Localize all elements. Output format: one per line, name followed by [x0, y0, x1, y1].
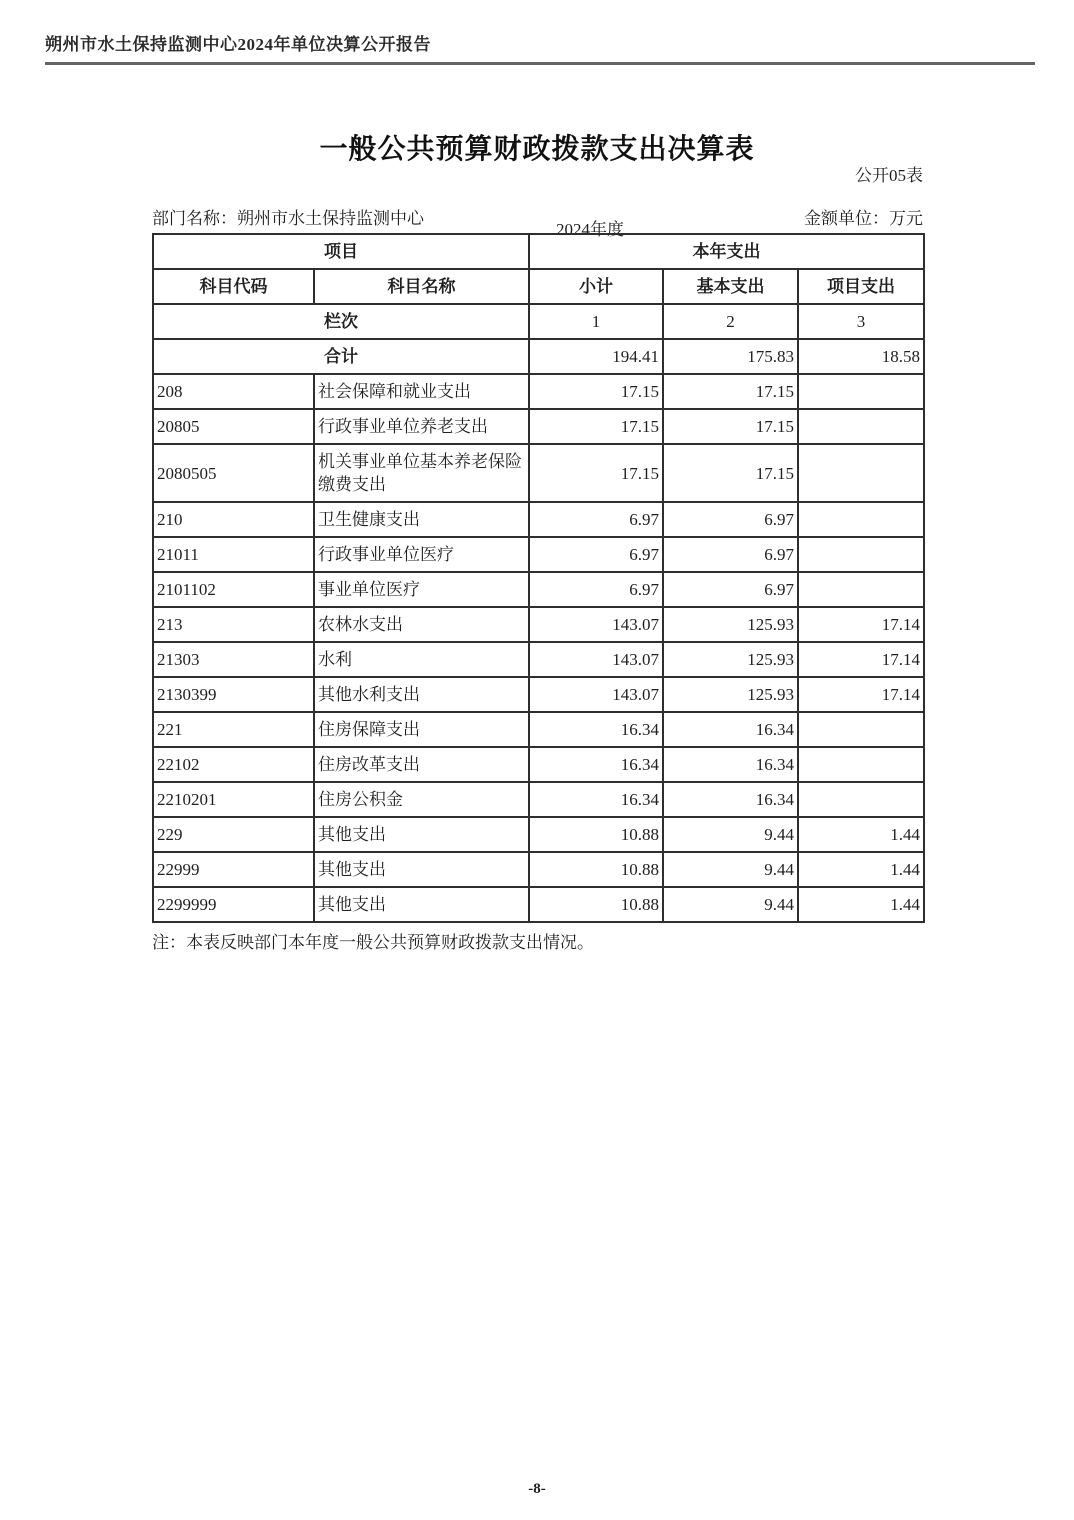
total-label-cell: 合计 [153, 339, 529, 374]
header-subject-name: 科目名称 [314, 269, 529, 304]
table-meta-row [152, 204, 923, 239]
subtotal-cell: 10.88 [529, 817, 663, 852]
subject-code-cell: 2080505 [153, 444, 314, 502]
project-expenditure-cell [798, 374, 924, 409]
table-row [153, 607, 924, 642]
subtotal-cell: 6.97 [529, 537, 663, 572]
basic-expenditure-cell: 16.34 [663, 782, 798, 817]
basic-expenditure-cell: 9.44 [663, 887, 798, 922]
basic-expenditure-cell: 9.44 [663, 852, 798, 887]
fiscal-year-label: 2024年度 [556, 220, 624, 239]
project-expenditure-cell [798, 409, 924, 444]
column-index-2: 2 [663, 304, 798, 339]
subject-name-cell: 卫生健康支出 [314, 502, 529, 537]
subject-name-cell: 机关事业单位基本养老保险缴费支出 [314, 444, 529, 502]
running-header [45, 30, 1035, 65]
table-header-row-index [153, 304, 924, 339]
basic-expenditure-cell: 6.97 [663, 537, 798, 572]
subject-name-cell: 住房公积金 [314, 782, 529, 817]
table-row [153, 747, 924, 782]
header-subtotal: 小计 [529, 269, 663, 304]
subject-name-cell: 其他水利支出 [314, 677, 529, 712]
table-row [153, 677, 924, 712]
table-number-label: 公开05表 [855, 166, 923, 185]
running-header-title: 朔州市水土保持监测中心2024年单位决算公开报告 [45, 35, 431, 54]
table-row [153, 572, 924, 607]
total-basic-cell: 175.83 [663, 339, 798, 374]
basic-expenditure-cell: 125.93 [663, 607, 798, 642]
project-expenditure-cell [798, 537, 924, 572]
table-row [153, 374, 924, 409]
subject-name-cell: 农林水支出 [314, 607, 529, 642]
header-project-expenditure: 项目支出 [798, 269, 924, 304]
subject-code-cell: 22102 [153, 747, 314, 782]
subtotal-cell: 6.97 [529, 502, 663, 537]
subject-code-cell: 229 [153, 817, 314, 852]
subtotal-cell: 16.34 [529, 712, 663, 747]
basic-expenditure-cell: 17.15 [663, 444, 798, 502]
basic-expenditure-cell: 9.44 [663, 817, 798, 852]
project-expenditure-cell [798, 747, 924, 782]
subject-name-cell: 住房改革支出 [314, 747, 529, 782]
table-row [153, 642, 924, 677]
header-basic-expenditure: 基本支出 [663, 269, 798, 304]
subject-code-cell: 2299999 [153, 887, 314, 922]
subject-name-cell: 行政事业单位养老支出 [314, 409, 529, 444]
total-project-cell: 18.58 [798, 339, 924, 374]
subject-name-cell: 社会保障和就业支出 [314, 374, 529, 409]
basic-expenditure-cell: 16.34 [663, 747, 798, 782]
project-expenditure-cell [798, 444, 924, 502]
basic-expenditure-cell: 6.97 [663, 572, 798, 607]
table-row [153, 409, 924, 444]
subject-name-cell: 其他支出 [314, 887, 529, 922]
subject-code-cell: 2210201 [153, 782, 314, 817]
subject-name-cell: 行政事业单位医疗 [314, 537, 529, 572]
subject-code-cell: 221 [153, 712, 314, 747]
subject-code-cell: 213 [153, 607, 314, 642]
basic-expenditure-cell: 17.15 [663, 374, 798, 409]
total-row [153, 339, 924, 374]
subject-code-cell: 21011 [153, 537, 314, 572]
basic-expenditure-cell: 6.97 [663, 502, 798, 537]
subtotal-cell: 143.07 [529, 607, 663, 642]
header-current-year-group: 本年支出 [529, 234, 924, 269]
page-title: 一般公共预算财政拨款支出决算表 [319, 134, 755, 165]
subject-code-cell: 2101102 [153, 572, 314, 607]
table-row [153, 444, 924, 502]
project-expenditure-cell [798, 572, 924, 607]
subtotal-cell: 143.07 [529, 677, 663, 712]
subtotal-cell: 16.34 [529, 782, 663, 817]
subtotal-cell: 10.88 [529, 887, 663, 922]
project-expenditure-cell: 1.44 [798, 887, 924, 922]
table-row [153, 712, 924, 747]
subject-code-cell: 210 [153, 502, 314, 537]
basic-expenditure-cell: 16.34 [663, 712, 798, 747]
basic-expenditure-cell: 125.93 [663, 677, 798, 712]
amount-unit-label: 金额单位：万元 [804, 209, 923, 228]
table-row [153, 502, 924, 537]
basic-expenditure-cell: 17.15 [663, 409, 798, 444]
subtotal-cell: 17.15 [529, 444, 663, 502]
subject-name-cell: 其他支出 [314, 817, 529, 852]
table-header-row-columns [153, 269, 924, 304]
expenditure-table [152, 233, 925, 923]
subject-code-cell: 21303 [153, 642, 314, 677]
subtotal-cell: 10.88 [529, 852, 663, 887]
page-number: -8- [528, 1481, 546, 1497]
project-expenditure-cell: 17.14 [798, 642, 924, 677]
column-index-3: 3 [798, 304, 924, 339]
subject-code-cell: 22999 [153, 852, 314, 887]
project-expenditure-cell: 1.44 [798, 852, 924, 887]
header-column-index-label: 栏次 [153, 304, 529, 339]
subject-code-cell: 208 [153, 374, 314, 409]
subject-name-cell: 事业单位医疗 [314, 572, 529, 607]
project-expenditure-cell [798, 502, 924, 537]
subtotal-cell: 17.15 [529, 374, 663, 409]
project-expenditure-cell: 17.14 [798, 607, 924, 642]
header-project-group: 项目 [153, 234, 529, 269]
table-note: 注：本表反映部门本年度一般公共预算财政拨款支出情况。 [152, 933, 594, 952]
table-row [153, 887, 924, 922]
project-expenditure-cell: 17.14 [798, 677, 924, 712]
subject-name-cell: 水利 [314, 642, 529, 677]
project-expenditure-cell [798, 712, 924, 747]
department-name-label: 部门名称：朔州市水土保持监测中心 [152, 209, 424, 228]
total-subtotal-cell: 194.41 [529, 339, 663, 374]
project-expenditure-cell [798, 782, 924, 817]
subject-name-cell: 住房保障支出 [314, 712, 529, 747]
table-row [153, 782, 924, 817]
subject-name-cell: 其他支出 [314, 852, 529, 887]
table-header-row-groups [153, 234, 924, 269]
subtotal-cell: 6.97 [529, 572, 663, 607]
subtotal-cell: 17.15 [529, 409, 663, 444]
header-subject-code: 科目代码 [153, 269, 314, 304]
table-row [153, 852, 924, 887]
basic-expenditure-cell: 125.93 [663, 642, 798, 677]
subject-code-cell: 2130399 [153, 677, 314, 712]
project-expenditure-cell: 1.44 [798, 817, 924, 852]
column-index-1: 1 [529, 304, 663, 339]
subtotal-cell: 143.07 [529, 642, 663, 677]
table-row [153, 817, 924, 852]
subject-code-cell: 20805 [153, 409, 314, 444]
subtotal-cell: 16.34 [529, 747, 663, 782]
table-row [153, 537, 924, 572]
